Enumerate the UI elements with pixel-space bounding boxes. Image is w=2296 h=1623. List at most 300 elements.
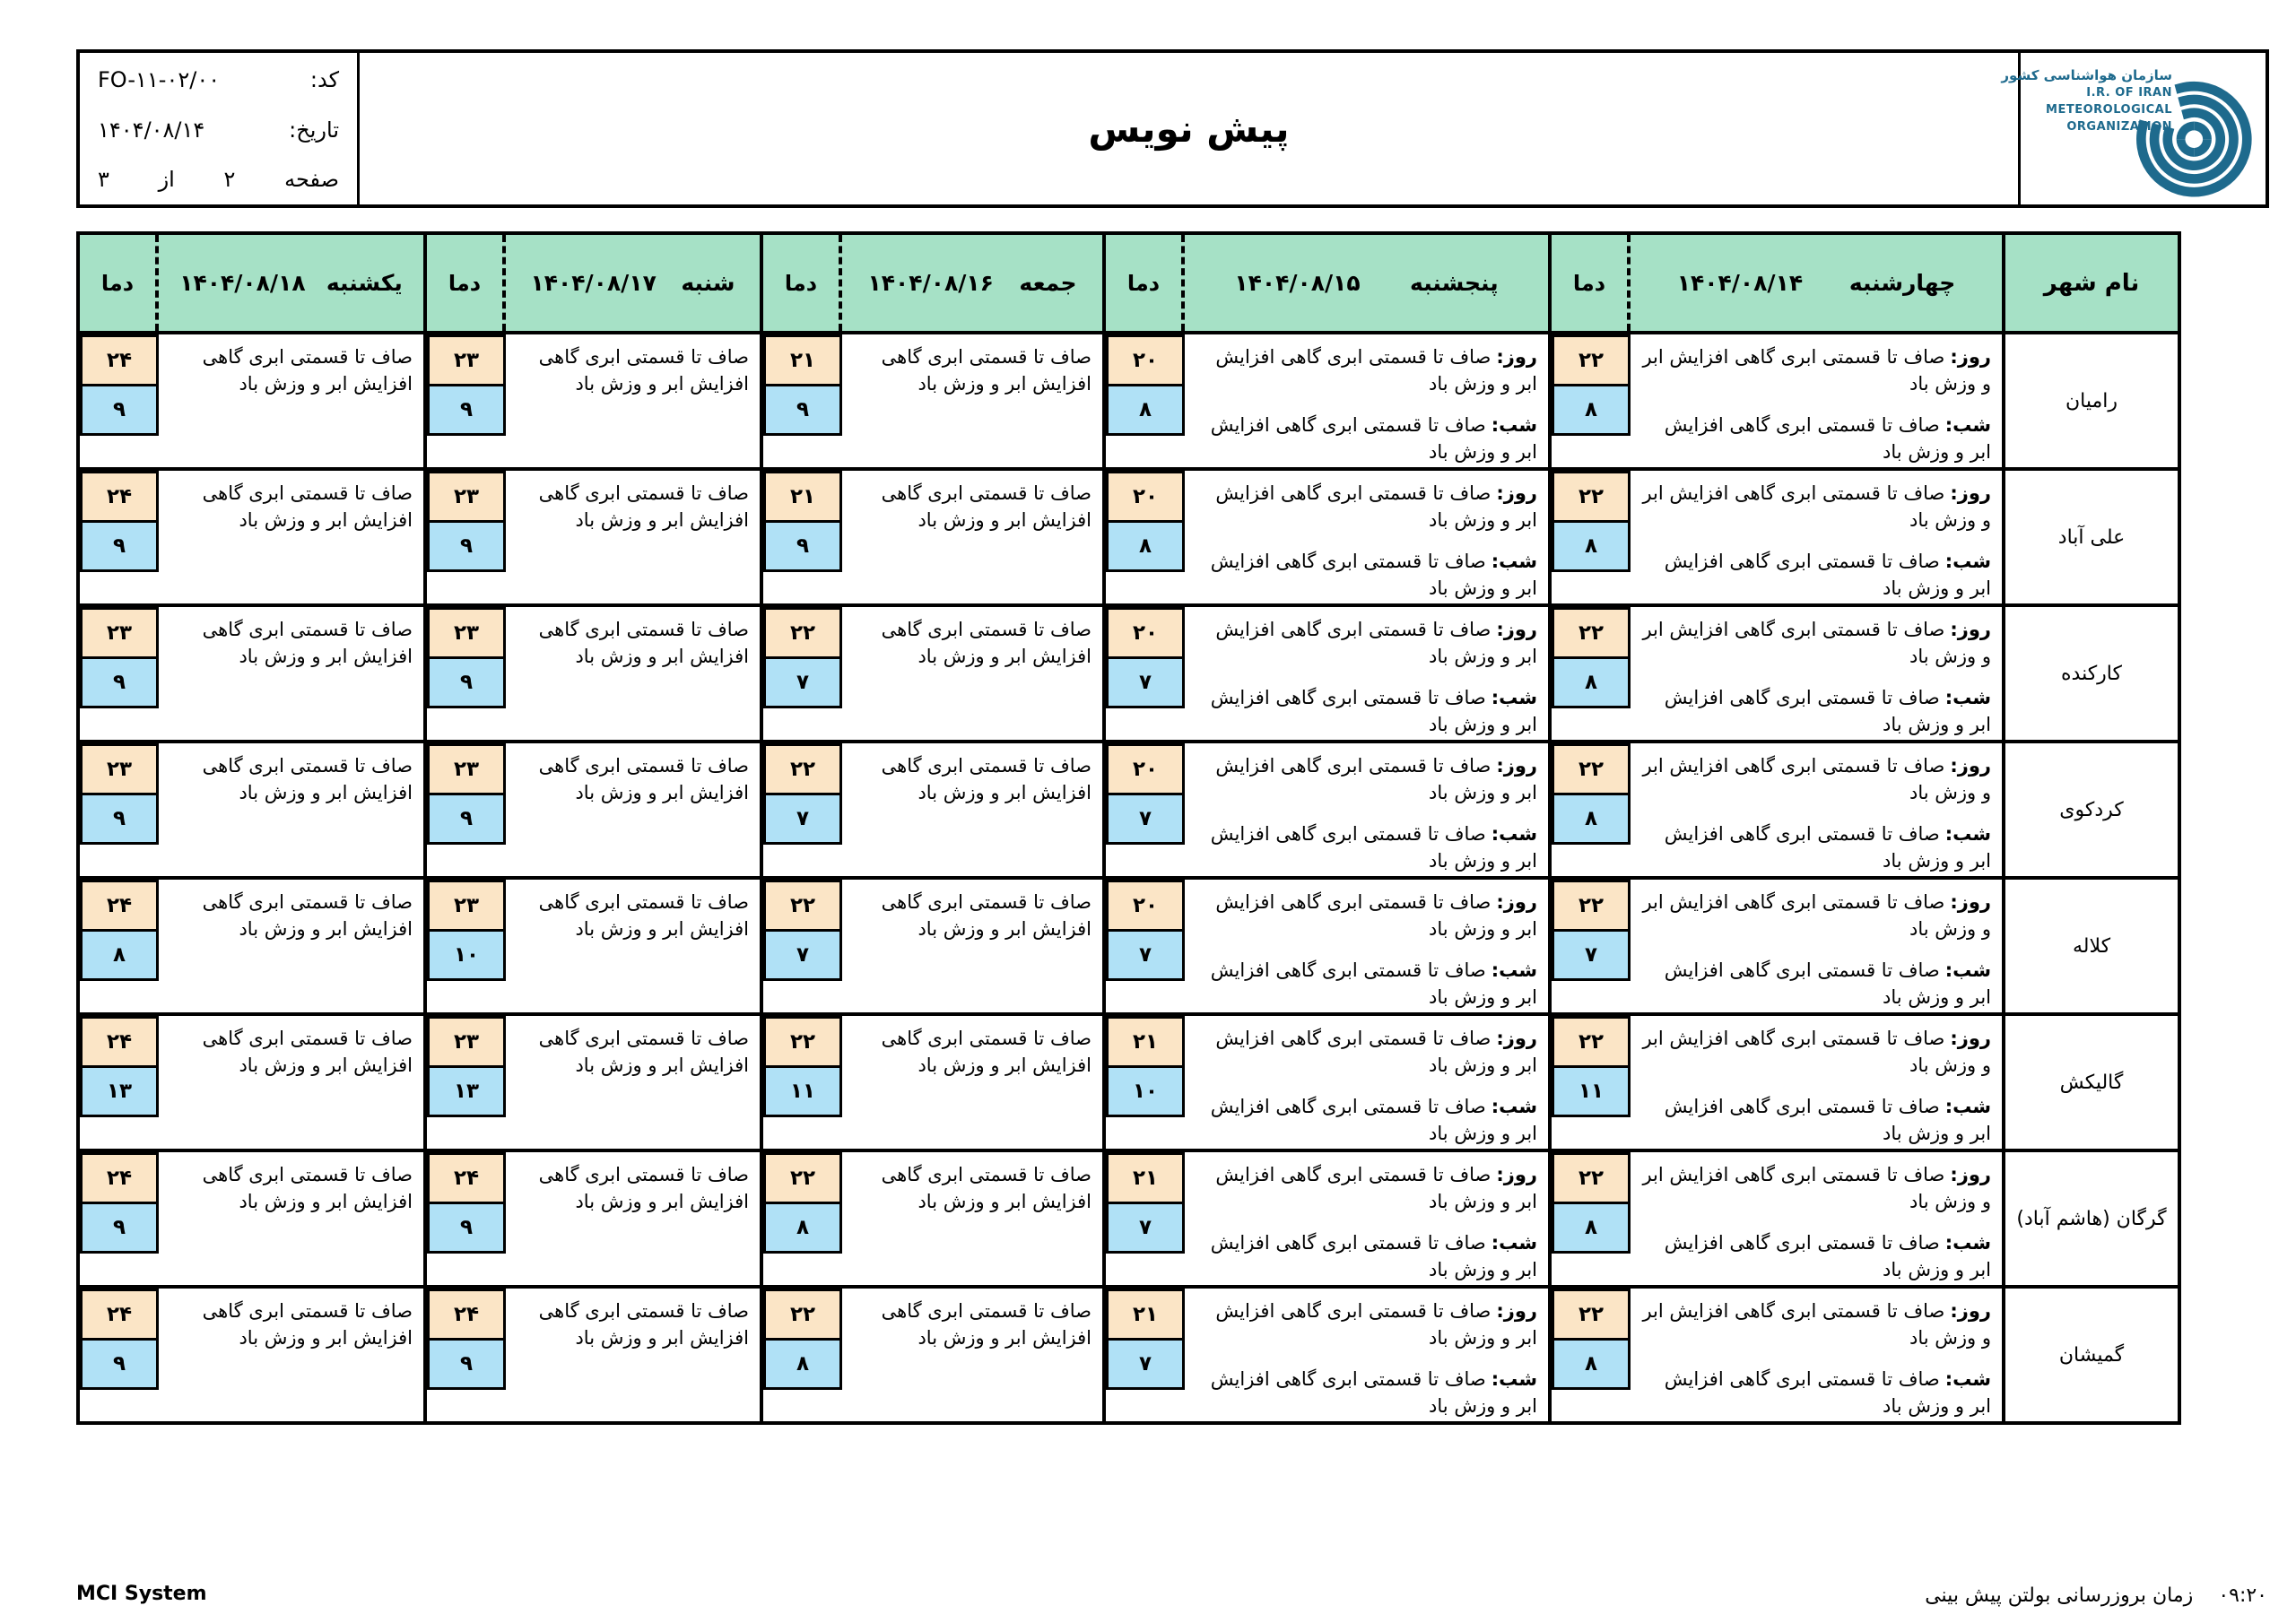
weather-text: [1631, 607, 2002, 743]
min-temp: ۹: [80, 656, 159, 708]
max-temp: ۲۴: [427, 1289, 506, 1341]
forecast-cell: [760, 334, 1102, 467]
column-header-city: نام شهر: [2002, 235, 2178, 331]
temperature-stack: [427, 1289, 506, 1390]
city-name: گالیکش: [2002, 1016, 2178, 1149]
max-temp: ۲۱: [1106, 1016, 1185, 1068]
night-forecast-text: صاف تا قسمتی ابری گاهی افزایش ابر و وزش باد: [1210, 823, 1537, 872]
forecast-cell: [80, 607, 423, 740]
day-label: روز:: [1496, 346, 1537, 368]
min-temp: ۸: [1552, 520, 1631, 572]
forecast-cell: [80, 471, 423, 603]
day-forecast-text: صاف تا قسمتی ابری گاهی افزایش ابر و وزش باد: [1215, 1028, 1537, 1076]
weather-text: [1185, 880, 1548, 1016]
table-row: [80, 1149, 2178, 1285]
temperature-stack: [1106, 471, 1185, 572]
max-temp: ۲۴: [80, 880, 159, 932]
forecast-cell: [1548, 471, 2002, 603]
max-temp: ۲۱: [763, 471, 842, 523]
day-label: روز:: [1496, 1164, 1537, 1185]
forecast-cell: [1548, 1152, 2002, 1285]
day-forecast-text: صاف تا قسمتی ابری گاهی افزایش ابر و وزش باد: [1642, 346, 1991, 395]
min-temp: ۱۱: [763, 1065, 842, 1117]
day-name: شنبه: [681, 270, 735, 296]
min-temp: ۹: [427, 1202, 506, 1254]
day-forecast: [1192, 343, 1537, 397]
day-header-text: [159, 235, 423, 331]
night-forecast-text: صاف تا قسمتی ابری گاهی افزایش ابر و وزش باد: [1664, 823, 1991, 872]
city-name: علی آباد: [2002, 471, 2178, 603]
day-date: ۱۴۰۴/۰۸/۱۶: [867, 270, 994, 296]
temperature-stack: [763, 880, 842, 981]
min-temp: ۸: [1552, 793, 1631, 845]
forecast-table: [76, 231, 2181, 1425]
temperature-stack: [763, 334, 842, 436]
min-temp: ۱۳: [80, 1065, 159, 1117]
max-temp: ۲۳: [427, 880, 506, 932]
max-temp: ۲۲: [763, 1016, 842, 1068]
temperature-stack: [427, 1152, 506, 1254]
org-name-en-1: I.R. OF IRAN: [2086, 86, 2172, 100]
temperature-stack: [1552, 471, 1631, 572]
update-time-value: ۰۹:۲۰: [2218, 1584, 2267, 1607]
night-forecast: [1192, 820, 1537, 874]
night-forecast: [1192, 684, 1537, 738]
max-temp: ۲۴: [80, 1152, 159, 1204]
temperature-stack: [1552, 607, 1631, 708]
forecast-cell: [1548, 607, 2002, 740]
min-temp: ۱۰: [1106, 1065, 1185, 1117]
day-forecast: [1192, 1161, 1537, 1215]
min-temp: ۱۳: [427, 1065, 506, 1117]
temperature-stack: [427, 471, 506, 572]
forecast-text: صاف تا قسمتی ابری گاهی افزایش ابر و وزش باد: [881, 619, 1091, 667]
night-forecast: [1192, 1366, 1537, 1419]
weather-text: [159, 471, 423, 539]
forecast-text-block: [513, 1025, 749, 1079]
night-forecast-text: صاف تا قسمتی ابری گاهی افزایش ابر و وزش باد: [1664, 687, 1991, 735]
forecast-text-block: [849, 480, 1091, 534]
day-forecast: [1638, 752, 1991, 806]
forecast-text: صاف تا قسمتی ابری گاهی افزایش ابر و وزش باد: [538, 346, 749, 395]
page-number: ۲: [223, 167, 236, 192]
max-temp: ۲۲: [1552, 1016, 1631, 1068]
city-name: کلاله: [2002, 880, 2178, 1012]
org-logo-text: [2001, 67, 2172, 135]
day-date: ۱۴۰۴/۰۸/۱۵: [1234, 270, 1361, 296]
column-header-day-2: [760, 235, 1102, 331]
forecast-cell: [80, 1289, 423, 1421]
org-logo: [2001, 53, 2266, 204]
day-forecast-text: صاف تا قسمتی ابری گاهی افزایش ابر و وزش باد: [1215, 891, 1537, 940]
max-temp: ۲۳: [427, 743, 506, 795]
forecast-cell: [1102, 1289, 1548, 1421]
max-temp: ۲۱: [1106, 1152, 1185, 1204]
max-temp: ۲۴: [80, 1289, 159, 1341]
temperature-stack: [763, 1289, 842, 1390]
weather-text: [506, 1016, 760, 1084]
min-temp: ۸: [1552, 1338, 1631, 1390]
max-temp: ۲۰: [1106, 334, 1185, 386]
weather-text: [842, 334, 1102, 403]
max-temp: ۲۳: [80, 743, 159, 795]
temperature-stack: [80, 1289, 159, 1390]
temperature-stack: [1552, 1289, 1631, 1390]
weather-text: [1631, 743, 2002, 880]
forecast-text-block: [166, 343, 413, 397]
org-name-en-3: ORGANIZATION: [2066, 120, 2172, 134]
night-label: شب:: [1944, 1368, 1991, 1390]
day-forecast: [1638, 343, 1991, 397]
night-label: شب:: [1944, 823, 1991, 845]
header-meta: [80, 53, 360, 204]
temperature-stack: [80, 743, 159, 845]
city-name: کردکوی: [2002, 743, 2178, 876]
forecast-cell: [760, 1016, 1102, 1149]
day-forecast: [1192, 480, 1537, 534]
min-temp: ۷: [1106, 1338, 1185, 1390]
max-temp: ۲۲: [1552, 1152, 1631, 1204]
forecast-text: صاف تا قسمتی ابری گاهی افزایش ابر و وزش باد: [538, 1300, 749, 1349]
header: [76, 49, 2269, 208]
forecast-text-block: [513, 1298, 749, 1351]
min-temp: ۸: [1552, 1202, 1631, 1254]
day-forecast-text: صاف تا قسمتی ابری گاهی افزایش ابر و وزش باد: [1215, 755, 1537, 803]
forecast-cell: [1102, 880, 1548, 1012]
night-label: شب:: [1491, 1232, 1537, 1254]
weather-text: [506, 1289, 760, 1357]
weather-text: [842, 1016, 1102, 1084]
day-label: روز:: [1496, 755, 1537, 777]
temperature-stack: [1106, 743, 1185, 845]
doc-code-label: کد:: [309, 67, 339, 92]
night-forecast: [1638, 1093, 1991, 1147]
temperature-stack: [1106, 1016, 1185, 1117]
day-label: روز:: [1496, 482, 1537, 504]
max-temp: ۲۳: [427, 471, 506, 523]
night-forecast: [1192, 412, 1537, 465]
weather-text: [159, 1152, 423, 1220]
temperature-stack: [1552, 1152, 1631, 1254]
max-temp: ۲۲: [763, 880, 842, 932]
temperature-stack: [1106, 334, 1185, 436]
forecast-cell: [423, 471, 760, 603]
day-forecast: [1638, 616, 1991, 670]
day-forecast: [1638, 889, 1991, 942]
forecast-text-block: [849, 616, 1091, 670]
weather-text: [506, 880, 760, 948]
night-label: شب:: [1491, 959, 1537, 981]
day-forecast: [1638, 480, 1991, 534]
max-temp: ۲۰: [1106, 880, 1185, 932]
weather-text: [1185, 1152, 1548, 1289]
forecast-text: صاف تا قسمتی ابری گاهی افزایش ابر و وزش باد: [538, 891, 749, 940]
weather-text: [159, 607, 423, 675]
column-header-day-1: [1102, 235, 1548, 331]
temperature-stack: [763, 1016, 842, 1117]
weather-text: [1185, 1016, 1548, 1152]
table-row: [80, 331, 2178, 467]
day-label: روز:: [1950, 891, 1991, 913]
weather-text: [1185, 471, 1548, 607]
doc-code-value: FO-۱۱-۰۲/۰۰: [98, 67, 221, 92]
temperature-stack: [763, 1152, 842, 1254]
forecast-text-block: [849, 343, 1091, 397]
forecast-text: صاف تا قسمتی ابری گاهی افزایش ابر و وزش باد: [538, 1164, 749, 1212]
day-forecast-text: صاف تا قسمتی ابری گاهی افزایش ابر و وزش باد: [1215, 619, 1537, 667]
day-label: روز:: [1496, 891, 1537, 913]
min-temp: ۷: [1106, 929, 1185, 981]
temperature-stack: [80, 880, 159, 981]
temperature-stack: [427, 880, 506, 981]
day-forecast-text: صاف تا قسمتی ابری گاهی افزایش ابر و وزش باد: [1215, 1164, 1537, 1212]
min-temp: ۹: [80, 793, 159, 845]
page-title: پیش نویس: [1088, 107, 1290, 151]
day-header-text: [1631, 235, 2002, 331]
min-temp: ۷: [763, 656, 842, 708]
min-temp: ۷: [1552, 929, 1631, 981]
day-forecast: [1638, 1298, 1991, 1351]
day-label: روز:: [1496, 1028, 1537, 1049]
min-temp: ۱۱: [1552, 1065, 1631, 1117]
forecast-text: صاف تا قسمتی ابری گاهی افزایش ابر و وزش باد: [202, 891, 413, 940]
temperature-stack: [427, 334, 506, 436]
forecast-cell: [760, 1289, 1102, 1421]
column-header-day-4: [80, 235, 423, 331]
forecast-text-block: [166, 1161, 413, 1215]
day-label: روز:: [1950, 1300, 1991, 1322]
day-forecast: [1638, 1161, 1991, 1215]
min-temp: ۹: [80, 1202, 159, 1254]
forecast-text: صاف تا قسمتی ابری گاهی افزایش ابر و وزش باد: [202, 482, 413, 531]
min-temp: ۹: [80, 1338, 159, 1390]
forecast-text: صاف تا قسمتی ابری گاهی افزایش ابر و وزش باد: [538, 755, 749, 803]
max-temp: ۲۱: [763, 334, 842, 386]
forecast-cell: [80, 743, 423, 876]
night-label: شب:: [1491, 823, 1537, 845]
forecast-text: صاف تا قسمتی ابری گاهی افزایش ابر و وزش باد: [202, 755, 413, 803]
page-total: ۳: [98, 167, 109, 192]
day-label: روز:: [1950, 1164, 1991, 1185]
max-temp: ۲۲: [763, 1152, 842, 1204]
temperature-stack: [80, 607, 159, 708]
temperature-stack: [1106, 607, 1185, 708]
forecast-text-block: [166, 616, 413, 670]
night-forecast-text: صاف تا قسمتی ابری گاهی افزایش ابر و وزش باد: [1664, 414, 1991, 463]
max-temp: ۲۳: [427, 334, 506, 386]
day-forecast-text: صاف تا قسمتی ابری گاهی افزایش ابر و وزش باد: [1642, 1028, 1991, 1076]
weather-text: [159, 880, 423, 948]
min-temp: ۷: [1106, 656, 1185, 708]
max-temp: ۲۲: [1552, 743, 1631, 795]
night-label: شب:: [1944, 414, 1991, 436]
forecast-text: صاف تا قسمتی ابری گاهی افزایش ابر و وزش باد: [881, 1028, 1091, 1076]
day-forecast: [1192, 616, 1537, 670]
column-header-day-0: [1548, 235, 2002, 331]
weather-text: [1185, 743, 1548, 880]
weather-text: [159, 334, 423, 403]
system-name: MCI System: [76, 1583, 207, 1605]
max-temp: ۲۰: [1106, 471, 1185, 523]
night-forecast: [1638, 412, 1991, 465]
title-cell: [360, 53, 2018, 204]
day-name: جمعه: [1019, 270, 1077, 296]
city-name: گرگان (هاشم آباد): [2002, 1152, 2178, 1285]
city-name: رامیان: [2002, 334, 2178, 467]
day-name: پنجشنبه: [1410, 270, 1499, 296]
min-temp: ۸: [1552, 384, 1631, 436]
night-forecast-text: صاف تا قسمتی ابری گاهی افزایش ابر و وزش باد: [1664, 1232, 1991, 1280]
max-temp: ۲۴: [80, 471, 159, 523]
temperature-stack: [1552, 1016, 1631, 1117]
night-forecast-text: صاف تا قسمتی ابری گاهی افزایش ابر و وزش باد: [1664, 1368, 1991, 1417]
forecast-text: صاف تا قسمتی ابری گاهی افزایش ابر و وزش باد: [202, 1164, 413, 1212]
forecast-text: صاف تا قسمتی ابری گاهی افزایش ابر و وزش باد: [538, 619, 749, 667]
forecast-cell: [1548, 1289, 2002, 1421]
temperature-stack: [1106, 880, 1185, 981]
forecast-text-block: [513, 343, 749, 397]
forecast-cell: [1548, 334, 2002, 467]
forecast-cell: [760, 607, 1102, 740]
max-temp: ۲۲: [763, 607, 842, 659]
temperature-stack: [80, 334, 159, 436]
min-temp: ۷: [763, 929, 842, 981]
forecast-cell: [423, 607, 760, 740]
forecast-cell: [1548, 880, 2002, 1012]
night-label: شب:: [1491, 1096, 1537, 1117]
city-name: کارکنده: [2002, 607, 2178, 740]
night-forecast-text: صاف تا قسمتی ابری گاهی افزایش ابر و وزش باد: [1210, 1232, 1537, 1280]
table-row: [80, 740, 2178, 876]
night-label: شب:: [1944, 551, 1991, 572]
weather-text: [842, 1152, 1102, 1220]
temperature-stack: [1552, 334, 1631, 436]
temperature-stack: [427, 743, 506, 845]
max-temp: ۲۴: [80, 334, 159, 386]
forecast-text: صاف تا قسمتی ابری گاهی افزایش ابر و وزش باد: [202, 1300, 413, 1349]
forecast-cell: [80, 880, 423, 1012]
max-temp: ۲۳: [427, 1016, 506, 1068]
day-date: ۱۴۰۴/۰۸/۱۴: [1676, 270, 1804, 296]
weather-text: [1631, 334, 2002, 471]
night-forecast-text: صاف تا قسمتی ابری گاهی افزایش ابر و وزش باد: [1664, 551, 1991, 599]
night-forecast: [1638, 957, 1991, 1011]
min-temp: ۸: [763, 1338, 842, 1390]
day-name: یکشنبه: [326, 270, 403, 296]
weather-text: [842, 743, 1102, 812]
night-label: شب:: [1944, 687, 1991, 708]
max-temp: ۲۲: [1552, 1289, 1631, 1341]
forecast-text: صاف تا قسمتی ابری گاهی افزایش ابر و وزش باد: [881, 891, 1091, 940]
doc-date-row: [98, 117, 339, 143]
temperature-stack: [1552, 880, 1631, 981]
max-temp: ۲۴: [427, 1152, 506, 1204]
forecast-text-block: [849, 1161, 1091, 1215]
min-temp: ۹: [763, 384, 842, 436]
forecast-text: صاف تا قسمتی ابری گاهی افزایش ابر و وزش باد: [202, 346, 413, 395]
day-name: چهارشنبه: [1848, 270, 1956, 296]
min-temp: ۹: [80, 384, 159, 436]
forecast-text: صاف تا قسمتی ابری گاهی افزایش ابر و وزش باد: [202, 619, 413, 667]
temperature-stack: [763, 471, 842, 572]
forecast-cell: [760, 880, 1102, 1012]
column-header-temp: دما: [1552, 235, 1631, 331]
city-name: گمیشان: [2002, 1289, 2178, 1421]
min-temp: ۸: [1106, 520, 1185, 572]
forecast-cell: [1102, 1152, 1548, 1285]
day-forecast-text: صاف تا قسمتی ابری گاهی افزایش ابر و وزش باد: [1215, 482, 1537, 531]
night-forecast: [1638, 548, 1991, 602]
min-temp: ۹: [427, 793, 506, 845]
weather-text: [1631, 1289, 2002, 1425]
max-temp: ۲۲: [1552, 607, 1631, 659]
forecast-text: صاف تا قسمتی ابری گاهی افزایش ابر و وزش باد: [202, 1028, 413, 1076]
weather-text: [506, 334, 760, 403]
forecast-cell: [423, 1289, 760, 1421]
day-forecast: [1192, 889, 1537, 942]
max-temp: ۲۲: [763, 1289, 842, 1341]
day-label: روز:: [1950, 619, 1991, 640]
temperature-stack: [80, 471, 159, 572]
weather-text: [1185, 607, 1548, 743]
min-temp: ۹: [427, 1338, 506, 1390]
table-header-row: [80, 235, 2178, 331]
forecast-text-block: [166, 752, 413, 806]
column-header-temp: دما: [763, 235, 842, 331]
day-forecast-text: صاف تا قسمتی ابری گاهی افزایش ابر و وزش باد: [1642, 1164, 1991, 1212]
max-temp: ۲۳: [427, 607, 506, 659]
forecast-cell: [1548, 1016, 2002, 1149]
weather-text: [506, 743, 760, 812]
night-forecast: [1192, 1093, 1537, 1147]
weather-text: [159, 1289, 423, 1357]
column-header-temp: دما: [427, 235, 506, 331]
min-temp: ۷: [1106, 1202, 1185, 1254]
max-temp: ۲۰: [1106, 607, 1185, 659]
doc-date-label: تاریخ:: [289, 117, 339, 143]
day-forecast: [1638, 1025, 1991, 1079]
forecast-text: صاف تا قسمتی ابری گاهی افزایش ابر و وزش باد: [538, 482, 749, 531]
weather-text: [506, 607, 760, 675]
max-temp: ۲۲: [1552, 471, 1631, 523]
forecast-cell: [423, 1152, 760, 1285]
weather-text: [1631, 1016, 2002, 1152]
night-forecast-text: صاف تا قسمتی ابری گاهی افزایش ابر و وزش باد: [1664, 959, 1991, 1008]
day-forecast: [1192, 1298, 1537, 1351]
weather-text: [1185, 334, 1548, 471]
weather-text: [1631, 880, 2002, 1016]
min-temp: ۸: [80, 929, 159, 981]
forecast-cell: [80, 1016, 423, 1149]
day-header-text: [842, 235, 1102, 331]
forecast-cell: [80, 334, 423, 467]
forecast-text-block: [166, 889, 413, 942]
column-header-temp: دما: [80, 235, 159, 331]
min-temp: ۹: [80, 520, 159, 572]
forecast-cell: [1102, 743, 1548, 876]
night-forecast: [1638, 684, 1991, 738]
day-label: روز:: [1950, 1028, 1991, 1049]
night-forecast-text: صاف تا قسمتی ابری گاهی افزایش ابر و وزش باد: [1210, 414, 1537, 463]
weather-text: [1185, 1289, 1548, 1425]
temperature-stack: [427, 607, 506, 708]
update-time-note: [1925, 1584, 2267, 1607]
night-forecast: [1638, 820, 1991, 874]
min-temp: ۹: [427, 520, 506, 572]
weather-text: [842, 607, 1102, 675]
doc-page-row: [98, 167, 339, 192]
weather-text: [1631, 1152, 2002, 1289]
